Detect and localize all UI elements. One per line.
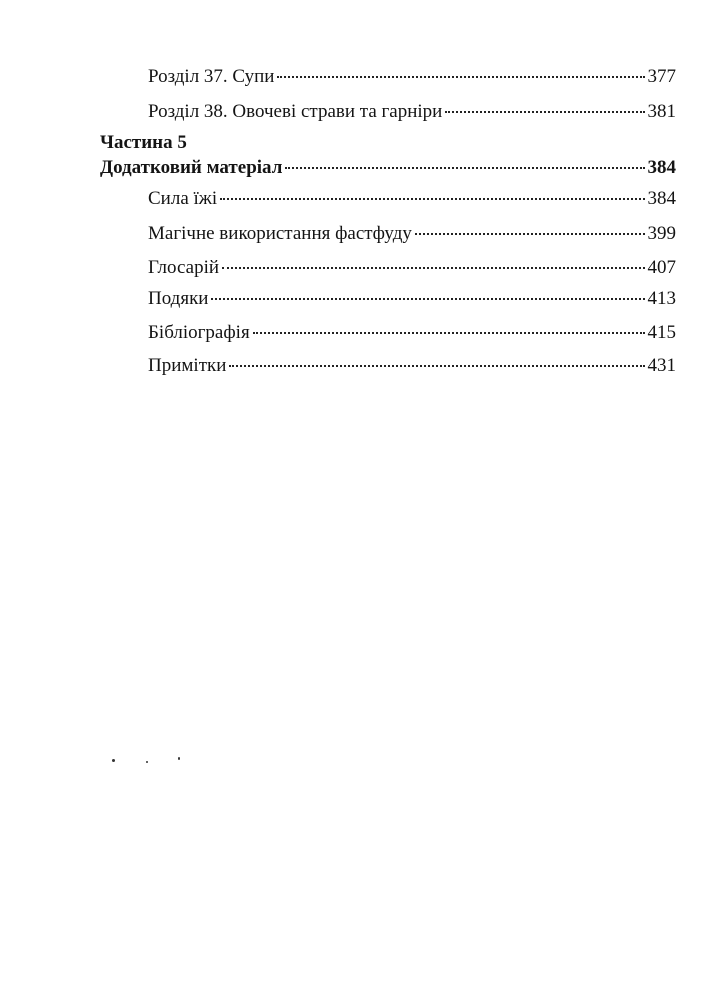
toc-entry-title: Примітки <box>148 355 227 376</box>
toc-entry <box>148 288 676 310</box>
toc-entry <box>148 188 676 210</box>
part-label: Частина 5 <box>100 132 187 153</box>
toc-entry-title: Магічне використання фастфуду <box>148 223 412 244</box>
toc-entry-page: 399 <box>647 223 676 244</box>
part-title: Додатковий матеріал <box>100 157 283 178</box>
leader-dots <box>285 167 644 169</box>
leader-dots <box>445 111 644 113</box>
scan-speck <box>112 759 115 762</box>
part-heading <box>100 157 676 179</box>
toc-entry-page: 384 <box>647 188 676 209</box>
toc-entry-title: Бібліографія <box>148 322 250 343</box>
leader-dots <box>229 365 644 367</box>
toc-entry-page: 381 <box>647 101 676 122</box>
toc-entry <box>148 355 676 377</box>
leader-dots <box>415 233 645 235</box>
toc-entry-title: Розділ 37. Супи <box>148 66 275 87</box>
toc-entry-page: 407 <box>647 257 676 278</box>
toc-entry <box>148 223 676 245</box>
scan-speck <box>146 761 148 763</box>
leader-dots <box>253 332 645 334</box>
toc-entry-title: Подяки <box>148 288 209 309</box>
toc-entry-page: 377 <box>647 66 676 87</box>
leader-dots <box>220 198 644 200</box>
toc-entry-page: 431 <box>647 355 676 376</box>
leader-dots <box>277 76 644 78</box>
toc-entry-title: Глосарій <box>148 257 220 278</box>
toc-entry <box>148 66 676 88</box>
toc-entry-page: 415 <box>647 322 676 343</box>
toc-entry <box>148 257 676 279</box>
toc-entry-page: 413 <box>647 288 676 309</box>
toc-entry-title: Сила їжі <box>148 188 218 209</box>
toc-entry <box>148 101 676 123</box>
toc-entry <box>148 322 676 344</box>
part-page: 384 <box>647 157 676 178</box>
leader-dots <box>211 298 644 300</box>
scan-speck <box>178 757 180 760</box>
toc-entry-title: Розділ 38. Овочеві страви та гарніри <box>148 101 443 122</box>
leader-dots <box>222 267 644 269</box>
